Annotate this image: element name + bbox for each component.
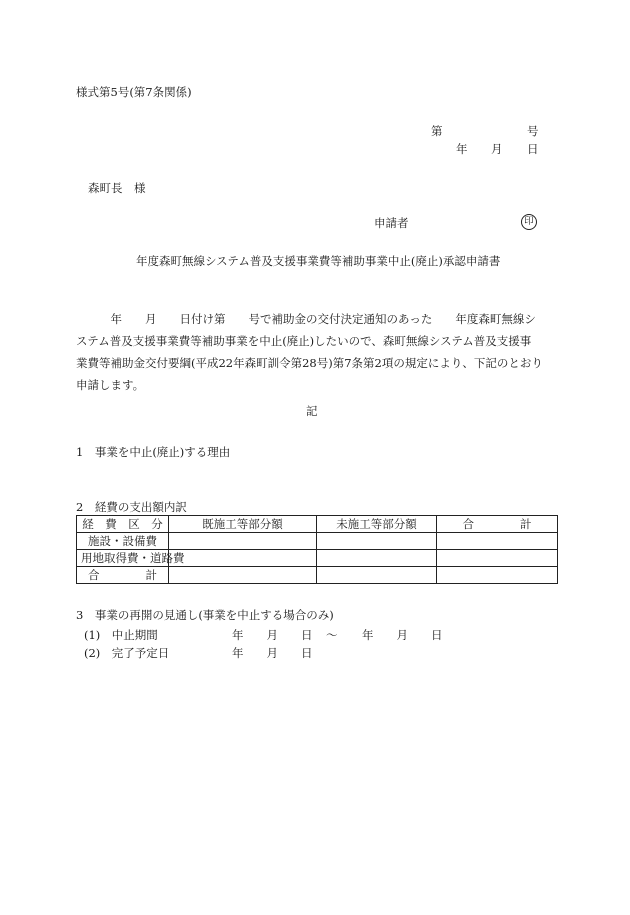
table-row <box>77 567 558 584</box>
item-1-end-date: 年 月 日 <box>362 628 443 642</box>
body-line: 申請します。 <box>76 378 145 392</box>
item-2-date: 年 月 日 <box>232 646 313 660</box>
document-title: 年度森町無線システム普及支援事業費等補助事業中止(廃止)承認申請書 <box>136 254 501 268</box>
doc-number-dai: 第 <box>431 124 443 138</box>
header-uncompleted: 未施工等部分額 <box>317 516 437 533</box>
table-row <box>77 550 558 567</box>
table-cell <box>317 567 437 584</box>
doc-date-month: 月 <box>491 142 503 156</box>
item-1-tilde: 〜 <box>326 628 338 642</box>
table-header-row <box>77 516 558 533</box>
body-line: ステム普及支援事業費等補助事業を中止(廃止)したいので、森町無線システム普及支援事 <box>76 334 532 348</box>
section-2-heading: 2 経費の支出額内訳 <box>76 500 187 514</box>
table-row <box>77 533 558 550</box>
table-cell <box>437 533 558 550</box>
header-completed: 既施工等部分額 <box>169 516 317 533</box>
section-3-heading: 3 事業の再開の見通し(事業を中止する場合のみ) <box>76 608 334 622</box>
seal-mark: 印 <box>521 214 537 230</box>
row-label: 用地取得費・道路費 <box>77 550 169 567</box>
addressee: 森町長 様 <box>88 181 146 195</box>
item-1-start-date: 年 月 日 <box>232 628 313 642</box>
header-total: 合 計 <box>437 516 558 533</box>
body-line: 年 月 日付け第 号で補助金の交付決定通知のあった 年度森町無線シ <box>76 312 536 326</box>
form-label: 様式第5号(第7条関係) <box>76 85 192 99</box>
header-category: 経 費 区 分 <box>77 516 169 533</box>
item-1-label: (1) 中止期間 <box>84 628 158 642</box>
doc-number-go: 号 <box>527 124 539 138</box>
body-line: 業費等補助金交付要綱(平成22年森町訓令第28号)第7条第2項の規定により、下記のとおり <box>76 356 543 370</box>
table-cell <box>317 550 437 567</box>
row-label: 施設・設備費 <box>77 533 169 550</box>
expense-table <box>76 515 558 584</box>
table-cell <box>169 567 317 584</box>
item-2-label: (2) 完了予定日 <box>84 646 170 660</box>
table-cell <box>169 550 317 567</box>
doc-date-year: 年 <box>456 142 468 156</box>
ki-heading: 記 <box>306 404 318 418</box>
table-cell <box>437 567 558 584</box>
table-cell <box>437 550 558 567</box>
table-cell <box>317 533 437 550</box>
table-cell <box>169 533 317 550</box>
section-1-heading: 1 事業を中止(廃止)する理由 <box>76 445 231 459</box>
row-label: 合 計 <box>77 567 169 584</box>
doc-date-day: 日 <box>527 142 539 156</box>
applicant-label: 申請者 <box>374 216 409 230</box>
